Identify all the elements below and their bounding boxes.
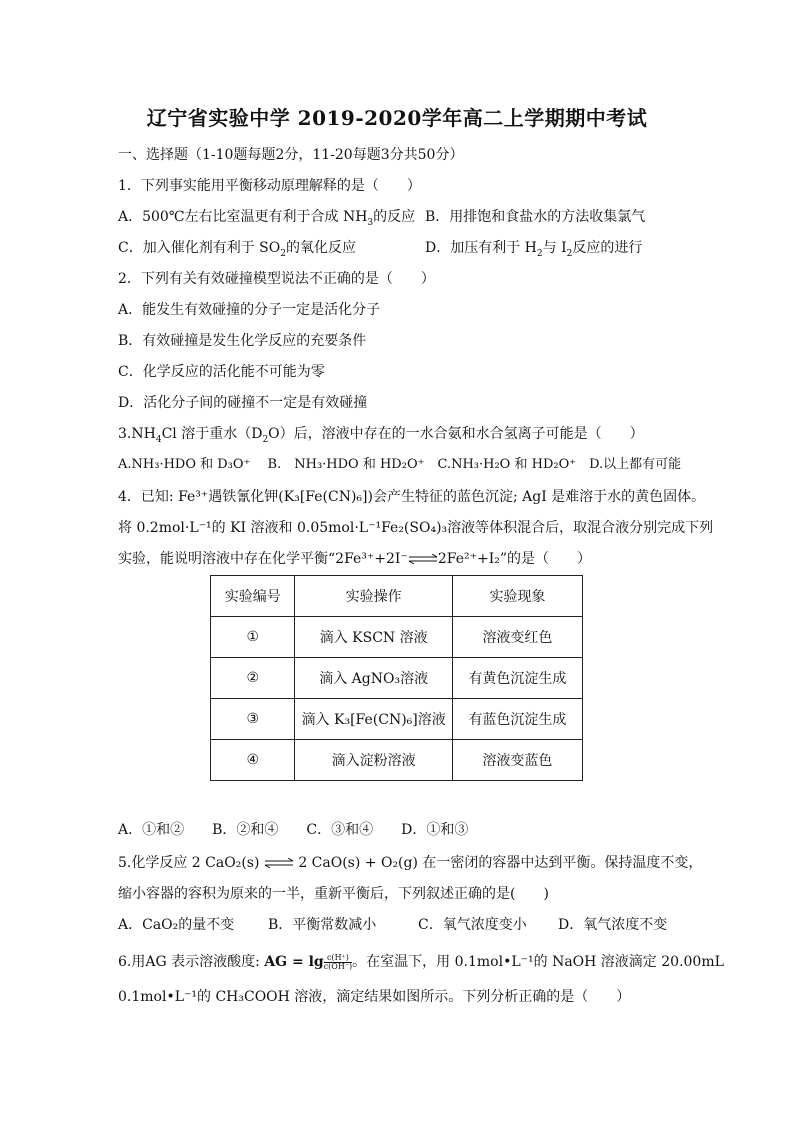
experiment-table (210, 575, 583, 781)
stem-text: 2 CaO(s) + O₂(g) 在一密闭的容器中达到平衡。保持温度不变， (298, 855, 703, 871)
option-text: 反应的进行 (572, 240, 643, 256)
table-cell: 有黄色沉淀生成 (452, 658, 582, 699)
ag-formula: AG = lg (264, 954, 324, 970)
table-row (211, 699, 583, 740)
table-cell: ② (211, 658, 295, 699)
subscript: 4 (155, 434, 162, 445)
question-1-stem: 1．下列事实能用平衡移动原理解释的是（ ） (118, 178, 421, 194)
table-cell: 滴入 K₃[Fe(CN)₆]溶液 (295, 699, 452, 740)
option-text: 与 I (542, 240, 567, 256)
question-1-option-d (425, 238, 642, 258)
table-row (211, 740, 583, 781)
table-row (211, 617, 583, 658)
question-3-stem (118, 424, 644, 444)
stem-text: 6.用AG 表示溶液酸度: (118, 954, 265, 970)
fraction-denominator: c(OH⁻) (323, 961, 353, 971)
fraction-numerator: c(H⁺) (324, 954, 352, 963)
question-1-option-b: B．用排饱和食盐水的方法收集氯气 (425, 209, 646, 225)
question-2-option-c: C．化学反应的活化能不可能为零 (118, 364, 325, 380)
question-4-line-3 (118, 549, 591, 569)
table-header: 实验现象 (452, 576, 582, 617)
stem-text: Cl 溶于重水（D (161, 426, 263, 442)
equilibrium-arrow-icon (264, 858, 294, 868)
section-heading: 一、选择题（1-10题每题2分，11-20每题3分共50分） (118, 147, 464, 163)
stem-text: 。在室温下，用 0.1mol•L⁻¹的 NaOH 溶液滴定 20.00mL (352, 954, 724, 970)
question-5-option-d: D．氧气浓度不变 (558, 917, 668, 933)
subscript: 2 (280, 248, 286, 259)
question-3-options: A.NH₃·HDO 和 D₃O⁺ B. NH₃·HDO 和 HD₂O⁺ C.NH₃·H₂O 和 HD₂O⁺ D.以上都有可能 (118, 457, 682, 472)
exam-title: 辽宁省实验中学 2019-2020学年高二上学期期中考试 (146, 106, 648, 130)
table-cell: ① (211, 617, 295, 658)
question-2-option-b: B．有效碰撞是发生化学反应的充要条件 (118, 333, 367, 349)
question-5-line-1 (118, 853, 702, 873)
table-cell: 滴入淀粉溶液 (295, 740, 452, 781)
subscript: 2 (566, 248, 573, 259)
question-2-stem: 2．下列有关有效碰撞模型说法不正确的是（ ） (118, 271, 435, 287)
table-cell: 溶液变红色 (452, 617, 582, 658)
option-text: 的氧化反应 (285, 240, 356, 256)
question-1-option-a (118, 207, 415, 227)
question-1-option-c (118, 238, 356, 258)
stem-text: O）后，溶液中存在的一水合氨和水合氢离子可能是（ ） (268, 426, 644, 442)
stem-text: 实验，能说明溶液中存在化学平衡“2Fe³⁺+2I⁻ (118, 551, 408, 567)
option-text: A．500℃左右比室温更有利于合成 NH (118, 209, 368, 225)
table-cell: ③ (211, 699, 295, 740)
question-2-option-a: A．能发生有效碰撞的分子一定是活化分子 (118, 302, 381, 318)
table-row (211, 658, 583, 699)
question-6-line-2: 0.1mol•L⁻¹的 CH₃COOH 溶液，滴定结果如图所示。下列分析正确的是（ ） (118, 989, 631, 1005)
subscript: 3 (367, 217, 374, 228)
question-4-line-1: 4．已知: Fe³⁺遇铁氰化钾(K₃[Fe(CN)₆])会产生特征的蓝色沉淀; AgI 是难溶于水的黄色固体。 (118, 489, 706, 505)
subscript: 2 (262, 434, 269, 445)
table-header: 实验操作 (295, 576, 452, 617)
stem-text: 3.NH (118, 426, 156, 442)
question-6-line-1 (118, 952, 724, 972)
stem-text: 5.化学反应 2 CaO₂(s) (118, 855, 260, 871)
table-cell: 有蓝色沉淀生成 (452, 699, 582, 740)
table-cell: 溶液变蓝色 (452, 740, 582, 781)
question-4-line-2: 将 0.2mol·L⁻¹的 KI 溶液和 0.05mol·L⁻¹Fe₂(SO₄)₃溶液等体积混合后，取混合液分别完成下列 (118, 520, 714, 536)
option-text: C．加入催化剂有利于 SO (118, 240, 281, 256)
option-text: D．加压有利于 H (425, 240, 537, 256)
table-cell: 滴入 AgNO₃溶液 (295, 658, 452, 699)
table-header-row (211, 576, 583, 617)
subscript: 2 (536, 248, 543, 259)
question-5-option-c: C．氧气浓度变小 (418, 917, 527, 933)
stem-text: 2Fe²⁺+I₂”的是（ ） (437, 551, 592, 567)
equilibrium-arrow-icon (408, 554, 438, 564)
table-cell: ④ (211, 740, 295, 781)
question-5-option-a: A．CaO₂的量不变 (118, 917, 235, 933)
question-5-option-b: B．平衡常数减小 (268, 917, 377, 933)
question-2-option-d: D．活化分子间的碰撞不一定是有效碰撞 (118, 395, 368, 411)
question-4-options: A．①和② B．②和④ C．③和④ D．①和③ (118, 822, 469, 838)
acidity-fraction (324, 954, 352, 971)
option-text: 的反应 (373, 209, 416, 225)
table-header: 实验编号 (211, 576, 295, 617)
table-cell: 滴入 KSCN 溶液 (295, 617, 452, 658)
question-5-line-2: 缩小容器的容积为原来的一半，重新平衡后，下列叙述正确的是( ) (118, 886, 549, 902)
